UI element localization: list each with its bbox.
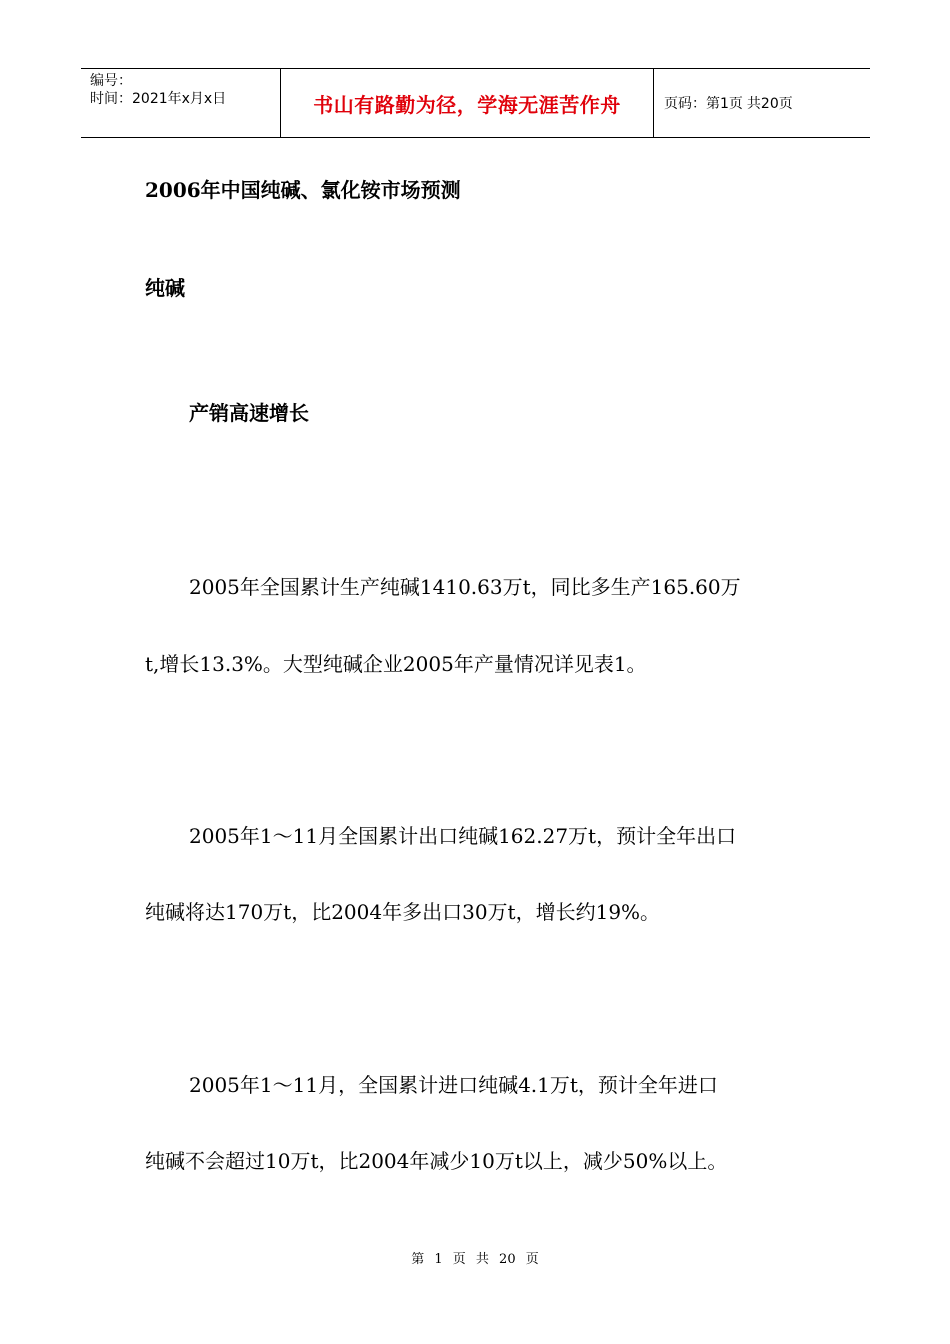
header-page-label: 页码：第1页 [664,96,743,112]
document-title: 2006年中国纯碱、氯化铵市场预测 [145,178,461,202]
document-header [81,68,870,138]
header-total-label: 共20页 [746,96,793,112]
header-motto: 书山有路勤为径，学海无涯苦作舟 [313,92,621,117]
page-footer: 第 1 页 共 20 页 [411,1252,539,1267]
header-number-label: 编号： [90,73,132,89]
paragraph-1-line-2: t,增长13.3%。大型纯碱企业2005年产量情况详见表1。 [145,652,647,676]
header-motto-cell [281,69,654,137]
section-heading: 纯碱 [145,276,185,300]
paragraph-3-line-1: 2005年1～11月，全国累计进口纯碱4.1万t，预计全年进口 [189,1073,718,1097]
paragraph-1-line-1: 2005年全国累计生产纯碱1410.63万t，同比多生产165.60万 [189,575,741,599]
paragraph-3-line-2: 纯碱不会超过10万t，比2004年减少10万t以上，减少50%以上。 [145,1149,728,1173]
paragraph-2-line-1: 2005年1～11月全国累计出口纯碱162.27万t，预计全年出口 [189,824,737,848]
header-meta-cell [81,69,281,137]
header-time-label: 时间：2021年x月x日 [90,91,227,107]
paragraph-2-line-2: 纯碱将达170万t，比2004年多出口30万t，增长约19%。 [145,900,661,924]
subsection-heading: 产销高速增长 [189,401,309,425]
header-page-cell [654,69,870,137]
